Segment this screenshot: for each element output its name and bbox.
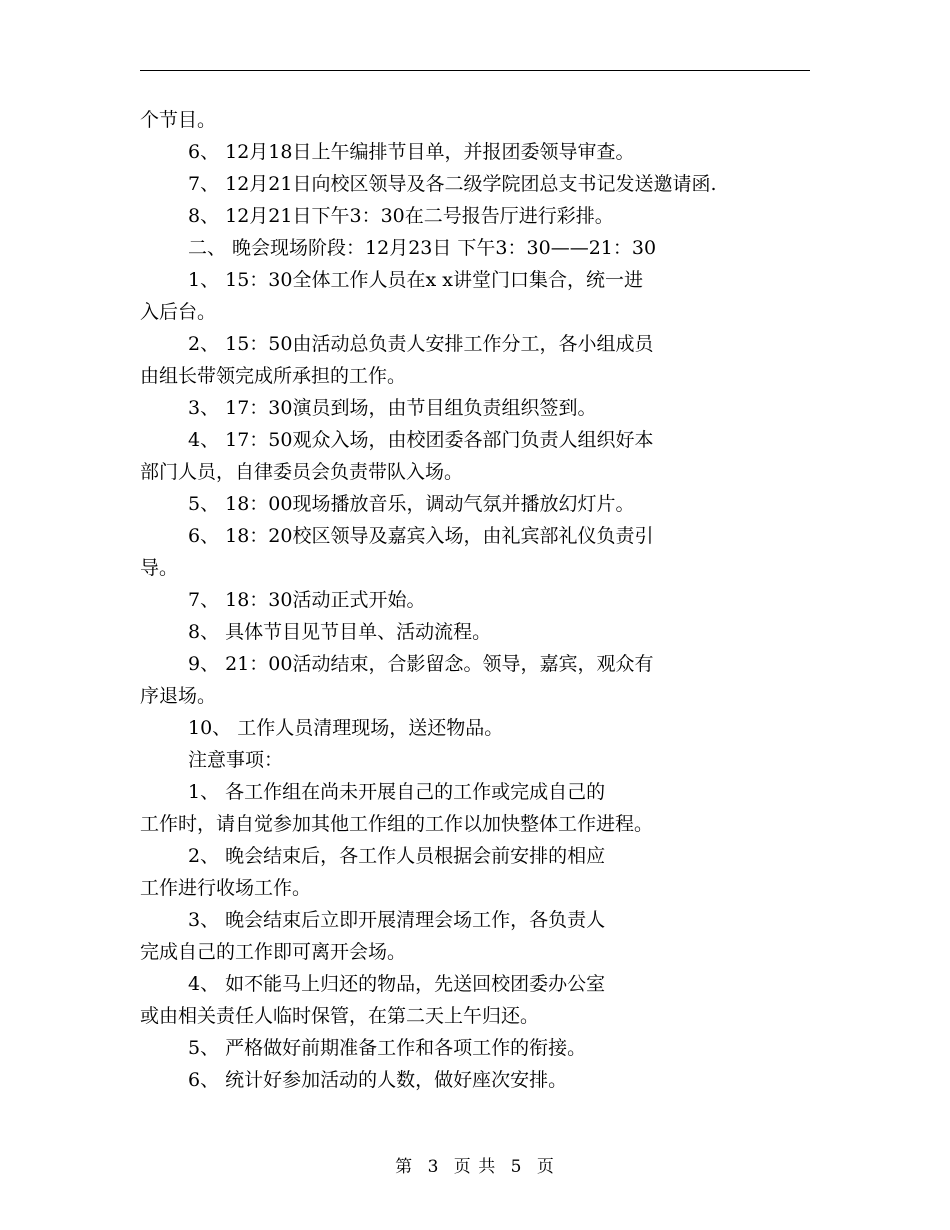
- text-line: 7、 18：30活动正式开始。: [188, 589, 426, 611]
- page-footer: [0, 1152, 950, 1177]
- text-line: 9、 21：00活动结束，合影留念。领导，嘉宾，观众有: [188, 653, 654, 675]
- text-line: 8、 具体节目见节目单、活动流程。: [188, 621, 492, 643]
- header-rule: [140, 70, 810, 71]
- text-line: 3、 17：30演员到场，由节目组负责组织签到。: [188, 397, 597, 419]
- text-line: 序退场。: [140, 685, 217, 707]
- text-line: 工作进行收场工作。: [140, 877, 312, 899]
- text-line: 由组长带领完成所承担的工作。: [140, 365, 407, 387]
- text-line: 2、 晚会结束后，各工作人员根据会前安排的相应: [188, 845, 606, 867]
- text-line: 导。: [140, 557, 179, 579]
- text-line: 个节目。: [140, 109, 217, 131]
- text-line: 2、 15：50由活动总负责人安排工作分工，各小组成员: [188, 333, 654, 355]
- text-line: 5、 18：00现场播放音乐，调动气氛并播放幻灯片。: [188, 493, 635, 515]
- footer-total-pages: 5: [510, 1157, 523, 1177]
- footer-current-page: 3: [427, 1157, 440, 1177]
- text-line: 1、 各工作组在尚未开展自己的工作或完成自己的: [188, 781, 606, 803]
- text-line: 完成自己的工作即可离开会场。: [140, 941, 407, 963]
- text-line: 入后台。: [140, 301, 217, 323]
- text-line: 8、 12月21日下午3：30在二号报告厅进行彩排。: [188, 205, 614, 227]
- text-line: 10、 工作人员清理现场，送还物品。: [188, 717, 504, 739]
- text-line: 1、 15：30全体工作人员在x x讲堂门口集合，统一进: [188, 269, 643, 291]
- footer-prefix: 第: [395, 1157, 414, 1177]
- footer-suffix: 页: [536, 1157, 555, 1177]
- text-line: 工作时，请自觉参加其他工作组的工作以加快整体工作进程。: [140, 813, 654, 835]
- section-heading: 二、 晚会现场阶段：12月23日 下午3：30——21：30: [188, 237, 657, 259]
- text-line: 4、 如不能马上归还的物品，先送回校团委办公室: [188, 973, 606, 995]
- text-line: 部门人员，自律委员会负责带队入场。: [140, 461, 464, 483]
- text-line: 7、 12月21日向校区领导及各二级学院团总支书记发送邀请函.: [188, 173, 717, 195]
- text-line: 5、 严格做好前期准备工作和各项工作的衔接。: [188, 1037, 587, 1059]
- text-line: 6、 12月18日上午编排节目单，并报团委领导审查。: [188, 141, 635, 163]
- text-line: 6、 18：20校区领导及嘉宾入场，由礼宾部礼仪负责引: [188, 525, 654, 547]
- text-line: 4、 17：50观众入场，由校团委各部门负责人组织好本: [188, 429, 654, 451]
- text-line: 3、 晚会结束后立即开展清理会场工作，各负责人: [188, 909, 606, 931]
- section-heading: 注意事项：: [188, 749, 284, 771]
- text-line: 6、 统计好参加活动的人数，做好座次安排。: [188, 1069, 568, 1091]
- text-line: 或由相关责任人临时保管，在第二天上午归还。: [140, 1005, 540, 1027]
- footer-mid: 页 共: [453, 1157, 497, 1177]
